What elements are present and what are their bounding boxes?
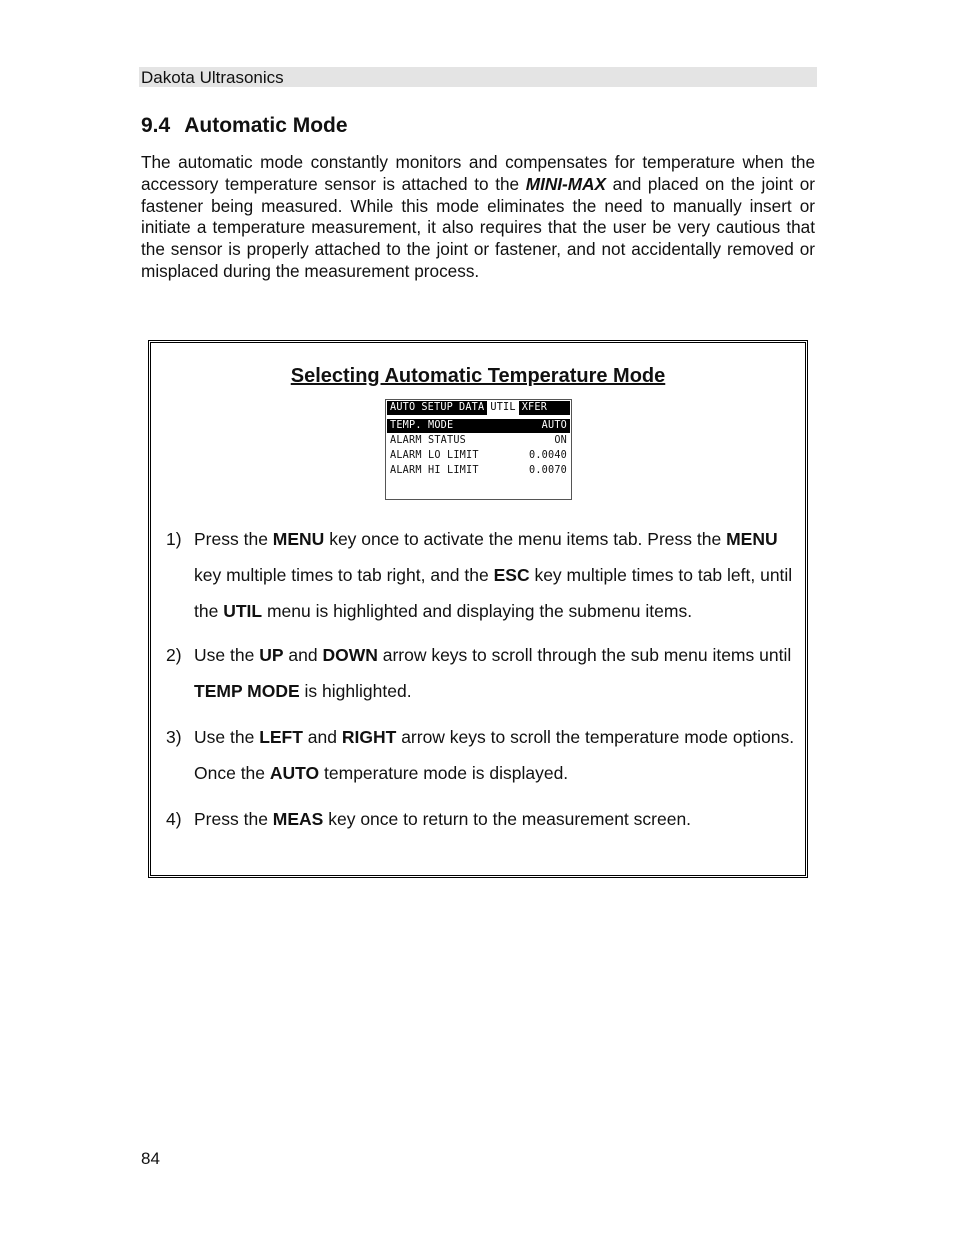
step-text-run: and <box>302 727 342 747</box>
key-name: UTIL <box>223 601 263 621</box>
step-text-run: Use the <box>194 645 260 665</box>
step-text <box>194 719 796 791</box>
lcd-row-label: ALARM STATUS <box>390 435 467 446</box>
step-text-run: key multiple times to tab left, until the <box>194 565 793 621</box>
key-name: UP <box>259 645 284 665</box>
key-name: TEMP MODE <box>194 681 300 701</box>
key-name: MEAS <box>272 809 324 829</box>
step-number: 2) <box>166 645 182 665</box>
section-title: Automatic Mode <box>184 114 348 137</box>
lcd-tab-xfer: XFER <box>519 401 570 415</box>
lcd-row-alarm-lo <box>387 449 570 463</box>
key-name: LEFT <box>259 727 303 747</box>
section-heading <box>141 113 348 139</box>
lcd-row-value: AUTO <box>541 420 567 431</box>
lcd-tab-setup: SETUP <box>418 401 456 415</box>
intro-text-2: and placed on the joint or fastener being measured. While this mode eliminates the need to manually insert or initiate a temperature measurement, it also requires that the user be very cautious that the sensor is properly attached to the joint or fastener, and not accidentally removed or misplaced during the measurement process. <box>141 173 815 281</box>
step-number: 1) <box>166 529 182 549</box>
step-number: 4) <box>166 809 182 829</box>
lcd-tab-auto: AUTO <box>387 401 418 415</box>
lcd-row-value: 0.0040 <box>528 450 567 461</box>
key-name: RIGHT <box>341 727 397 747</box>
key-name: DOWN <box>322 645 378 665</box>
section-number: 9.4 <box>141 114 171 137</box>
key-name: MENU <box>726 529 778 549</box>
key-name: MENU <box>272 529 325 549</box>
step-text-run: arrow keys to scroll the temperature mode options. Once the <box>194 727 795 783</box>
lcd-row-alarm-status <box>387 434 570 448</box>
intro-text-1: The automatic mode constantly monitors and compensates for temperature when the accessory temperature sensor is attached to the <box>141 152 815 194</box>
step-text-run: temperature mode is displayed. <box>319 763 569 783</box>
lcd-row-value: 0.0070 <box>528 465 567 476</box>
procedure-box <box>148 340 808 878</box>
step-text <box>194 521 796 629</box>
procedure-title: Selecting Automatic Temperature Mode <box>290 365 666 387</box>
procedure-step <box>166 801 796 837</box>
step-text-run: Press the <box>194 809 273 829</box>
lcd-row-label: ALARM HI LIMIT <box>390 465 479 476</box>
step-text-run: key multiple times to tab right, and the <box>194 565 494 585</box>
step-text-run: arrow keys to scroll through the sub menu items until <box>377 645 792 665</box>
running-header <box>139 67 817 87</box>
lcd-tab-util: UTIL <box>487 401 518 415</box>
lcd-row-alarm-hi <box>387 464 570 478</box>
lcd-row-label: TEMP. MODE <box>390 420 454 431</box>
lcd-tab-bar <box>387 401 570 415</box>
key-name: AUTO <box>269 763 320 783</box>
procedure-steps <box>166 521 796 837</box>
page-number: 84 <box>141 1149 160 1168</box>
step-text-run: menu is highlighted and displaying the submenu items. <box>262 601 693 621</box>
product-name: MINI-MAX <box>525 173 606 194</box>
step-number: 3) <box>166 727 182 747</box>
lcd-row-label: ALARM LO LIMIT <box>390 450 479 461</box>
lcd-row-value: ON <box>554 435 567 446</box>
procedure-step <box>166 521 796 629</box>
step-text-run: is highlighted. <box>299 681 412 701</box>
step-text-run: Press the <box>194 529 273 549</box>
step-text-run: and <box>283 645 323 665</box>
procedure-step <box>166 637 796 709</box>
intro-paragraph <box>141 152 815 283</box>
procedure-step <box>166 719 796 791</box>
step-text-run: Use the <box>194 727 260 747</box>
company-name: Dakota Ultrasonics <box>141 68 284 87</box>
step-text-run: key once to activate the menu items tab. Press the <box>324 529 727 549</box>
lcd-menu-screen <box>385 399 572 500</box>
step-text <box>194 801 796 837</box>
step-text <box>194 637 796 709</box>
step-text-run: key once to return to the measurement screen. <box>323 809 692 829</box>
lcd-row-temp-mode <box>387 419 570 433</box>
key-name: ESC <box>493 565 530 585</box>
lcd-tab-data: DATA <box>456 401 487 415</box>
